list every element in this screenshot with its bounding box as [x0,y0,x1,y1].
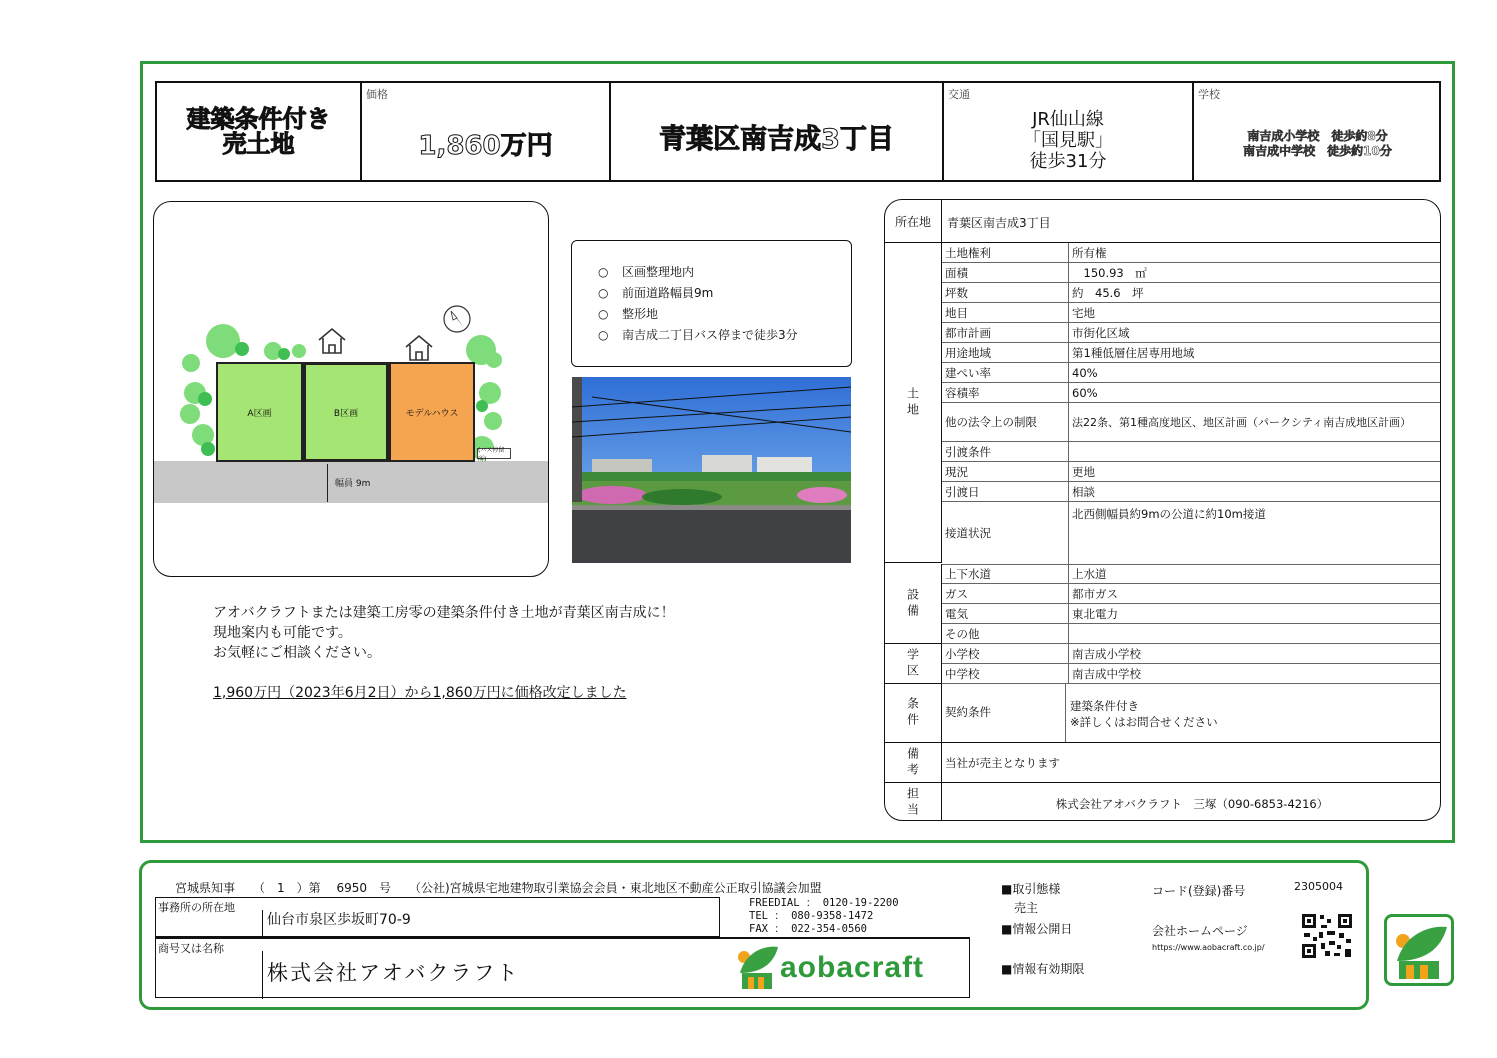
freedial-number: FREEDIAL ： 0120-19-2200 [749,897,899,909]
row-key: 地目 [942,303,1069,323]
location-cell [611,83,944,180]
plot-b-label: B区画 [333,408,359,419]
trade-row [155,937,970,998]
office-divider [262,910,263,938]
description-line: 現地案内も可能です。 [213,625,352,641]
feature-text: 区画整理地内 [622,265,695,279]
fax-number: FAX ： 022-354-0560 [749,923,867,935]
office-row [155,897,720,937]
table-row [942,403,1440,442]
tree [476,400,488,412]
row-value: 更地 [1069,462,1441,482]
features-list [598,261,851,345]
land-rows [942,243,1440,565]
company-block [155,897,970,998]
table-row [942,584,1440,604]
cond-value-line: ※詳しくはお問合せください [1070,715,1218,729]
location-title: 青葉区南吉成3丁目 [659,124,894,155]
school-line-1: 南吉成小学校 徒歩約8分 [1247,129,1388,143]
row-key: 面積 [942,263,1069,283]
row-key: 容積率 [942,383,1069,403]
license-line: 宮城県知事 （ 1 ）第 6950 号 （公社)宮城県宅地建物取引業協会会員・東北地区不動産公正取引協議会加盟 [175,881,822,895]
row-value: 150.93 ㎡ [1069,263,1441,283]
cond-key: 契約条件 [942,684,1066,742]
code-label: コード(登録)番号 [1152,884,1246,898]
row-value: 所有権 [1069,243,1441,263]
company-name: 株式会社アオバクラフト [267,961,520,985]
equip-table [942,564,1440,644]
description [213,603,675,703]
plot-a-label: A区画 [247,408,272,419]
row-key: ガス [942,584,1069,604]
school-section-label: 学区 [885,644,942,684]
plot-a [216,362,303,462]
contact-block [749,897,899,936]
feature-text: 整形地 [622,307,659,321]
row-key: 引渡条件 [942,442,1069,462]
row-value: 約 45.6 坪 [1069,283,1441,303]
traffic-cell [944,83,1194,180]
table-row [942,502,1440,565]
row-value: 宅地 [1069,303,1441,323]
bullet-circle: ○ [598,285,609,300]
row-key: 坪数 [942,283,1069,303]
row-key: 土地権利 [942,243,1069,263]
qr-code-icon [1301,913,1353,959]
feature-text: 南吉成二丁目バス停まで徒歩3分 [622,328,798,342]
trade-label: 商号又は名称 [158,942,224,955]
bullet-circle: ○ [598,306,609,321]
feature-item [598,282,851,303]
office-address: 仙台市泉区歩坂町70-9 [267,912,411,928]
table-row [942,442,1440,462]
equip-section-label: 設備 [885,564,942,644]
house-icon [317,327,347,355]
bullet-circle: ○ [598,327,609,342]
table-row [942,283,1440,303]
brand-logo [736,941,956,997]
land-section-label: 土地 [885,243,942,563]
transaction-mode-value: 売主 [1014,901,1039,915]
note-value: 当社が売主となります [945,756,1060,770]
row-key: 上下水道 [942,564,1069,584]
row-key: 中学校 [942,664,1069,684]
price-change-note: 1,960万円（2023年6月2日）から1,860万円に価格改定しました [213,685,627,701]
row-key: 用途地域 [942,343,1069,363]
table-row [942,303,1440,323]
leaf-house-icon [736,943,780,993]
bullet-circle: ○ [598,264,609,279]
address-row [885,200,1441,243]
table-row [942,462,1440,482]
side-logo [1384,914,1454,986]
row-key: 他の法令上の制限 [942,403,1069,442]
land-table [942,243,1440,565]
tree [206,324,240,358]
row-value [1069,624,1441,644]
row-value: 40% [1069,363,1441,383]
homepage-link[interactable]: https://www.aobacraft.co.jp/ [1152,943,1265,952]
table-row [942,263,1440,283]
row-value: 都市ガス [1069,584,1441,604]
type-cell [157,83,362,180]
address-label: 所在地 [885,200,942,242]
row-value: 市街化区域 [1069,323,1441,343]
address-value: 青葉区南吉成3丁目 [947,216,1051,230]
table-row [942,564,1440,584]
road-width-arrow [327,464,328,502]
table-row [942,323,1440,343]
code-value: 2305004 [1294,880,1343,893]
school-rows [942,644,1440,684]
table-row [942,604,1440,624]
school-caption: 学校 [1198,88,1220,101]
traffic-value: JR仙山線 「国見駅」 徒歩31分 [1023,109,1113,172]
school-line-2: 南吉成中学校 徒歩約10分 [1243,144,1392,158]
equip-rows [942,564,1440,644]
row-value: 南吉成中学校 [1069,664,1441,684]
row-value: 南吉成小学校 [1069,644,1441,664]
tree [278,348,290,360]
note-section-label: 備考 [885,743,942,783]
row-key: 現況 [942,462,1069,482]
row-key: 引渡日 [942,482,1069,502]
cond-value [1070,698,1218,730]
brand-wordmark: aobacraft [780,951,925,984]
row-value: 北西側幅員約9mの公道に約10m接道 [1069,502,1441,565]
table-row [942,664,1440,684]
feature-text: 前面道路幅員9m [622,286,714,300]
row-value: 上水道 [1069,564,1441,584]
compass-icon [442,304,472,334]
plot-model-house [389,362,475,462]
tel-number: TEL ： 080-9358-1472 [749,910,874,922]
type-label: 建築条件付き 売土地 [186,104,331,158]
site-photo [572,377,851,563]
description-line: お気軽にご相談ください。 [213,645,381,661]
row-key: 電気 [942,604,1069,624]
row-value [1069,442,1441,462]
valid-until-label: ■情報有効期限 [1001,962,1085,976]
description-line: アオバクラフトまたは建築工房零の建築条件付き土地が青葉区南吉成に！ [213,605,675,621]
header-row [155,81,1441,182]
staff-value: 株式会社アオバクラフト 三塚（090-6853-4216） [1055,797,1329,811]
plot-model-label: モデルハウス [405,408,459,419]
row-key: その他 [942,624,1069,644]
row-value: 法22条、第1種高度地区、地区計画（パークシティ南吉成地区計画） [1069,403,1441,442]
table-row [942,624,1440,644]
bus-sign-label: (バス停留所) [478,446,505,463]
tree [292,344,306,358]
tree [198,392,212,406]
table-row [942,343,1440,363]
feature-item [598,324,851,345]
bus-sign [477,446,511,463]
row-key: 都市計画 [942,323,1069,343]
row-key: 小学校 [942,644,1069,664]
staff-section-label: 担当 [885,783,942,821]
feature-item [598,303,851,324]
trade-divider [262,951,263,999]
tree [486,352,502,368]
house-icon [404,334,434,362]
plot-b [303,362,389,462]
table-row [942,383,1440,403]
transaction-mode-label: ■取引態様 [1001,882,1061,896]
row-value: 東北電力 [1069,604,1441,624]
note-divider [942,782,1441,783]
table-row [942,482,1440,502]
tree [180,404,200,424]
tree [484,412,502,430]
tree [201,442,215,456]
features-box [571,240,852,367]
table-row [942,644,1440,664]
cond-section-label: 条件 [885,684,942,743]
spec-table [884,199,1441,821]
road-width-label: 幅員 9m [335,479,371,489]
row-key: 建ぺい率 [942,363,1069,383]
price-value: 1,860万円 [418,131,553,161]
homepage-label: 会社ホームページ [1152,924,1248,938]
school-table [942,644,1440,684]
tree [182,354,200,372]
row-value: 相談 [1069,482,1441,502]
feature-item [598,261,851,282]
publish-date-label: ■情報公開日 [1001,922,1073,936]
school-cell [1194,83,1441,180]
cond-value-line: 建築条件付き [1070,699,1139,713]
leaf-house-icon [1391,921,1449,981]
tree [235,342,249,356]
price-cell [362,83,611,180]
price-caption: 価格 [366,88,388,101]
office-label: 事務所の所在地 [158,901,235,914]
traffic-caption: 交通 [948,88,970,101]
row-value: 第1種低層住居専用地域 [1069,343,1441,363]
table-row [942,243,1440,263]
site-map [153,201,549,577]
row-value: 60% [1069,383,1441,403]
row-key: 接道状況 [942,502,1069,565]
cond-row [942,684,1440,743]
table-row [942,363,1440,383]
